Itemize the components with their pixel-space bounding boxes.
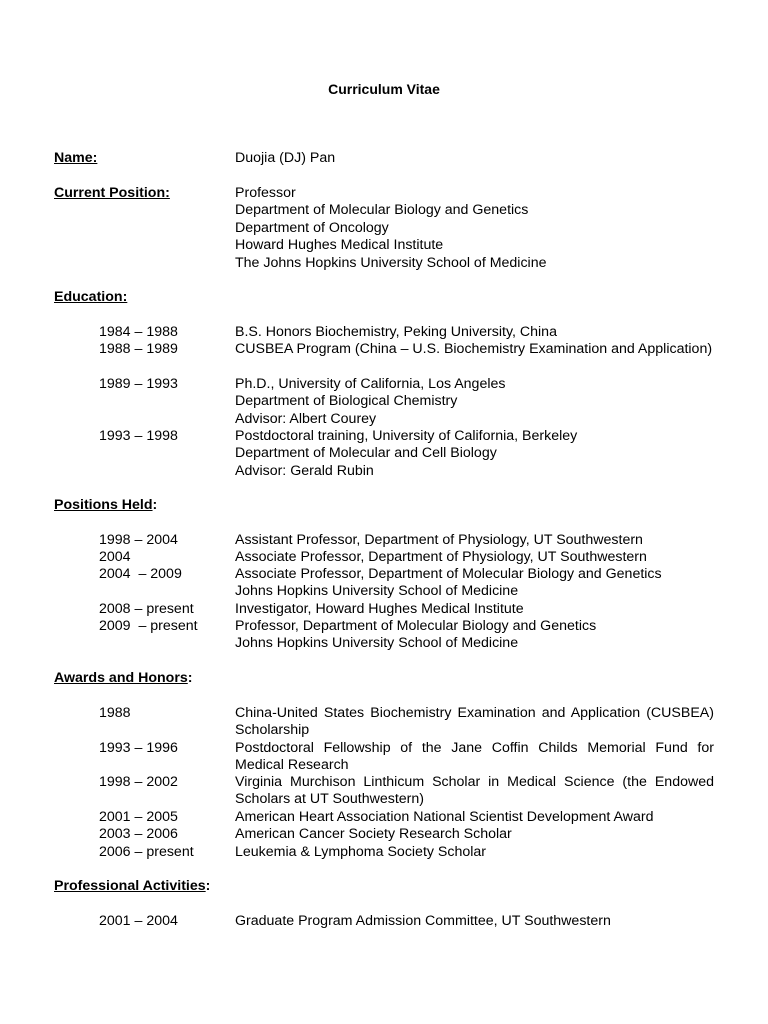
- document-title: Curriculum Vitae: [328, 81, 440, 97]
- education-date: 1984 – 1988: [99, 324, 178, 340]
- award-date: 2006 – present: [99, 844, 194, 860]
- education-date: 1989 – 1993: [99, 376, 178, 392]
- awards-colon: :: [187, 670, 193, 686]
- education-heading: Education:: [54, 289, 128, 305]
- activity-date: 2001 – 2004: [99, 913, 178, 929]
- professional-activities-label: Professional Activities: [54, 878, 206, 894]
- education-line: Postdoctoral training, University of California, Berkeley: [235, 428, 578, 444]
- position-line: Investigator, Howard Hughes Medical Institute: [235, 601, 524, 617]
- education-date: 1993 – 1998: [99, 428, 178, 444]
- professional-activities-heading: [54, 878, 210, 894]
- award-date: 2001 – 2005: [99, 809, 178, 825]
- education-line: Advisor: Albert Courey: [235, 410, 377, 427]
- positions-held-label: Positions Held: [54, 497, 153, 513]
- award-desc: Postdoctoral Fellowship of the Jane Coffin Childs Memorial Fund for Medical Research: [235, 740, 714, 774]
- award-desc: American Cancer Society Research Scholar: [235, 826, 512, 842]
- current-position-line: The Johns Hopkins University School of Medicine: [235, 254, 547, 271]
- award-date: 1993 – 1996: [99, 740, 178, 756]
- position-desc: [235, 532, 714, 549]
- position-line: Johns Hopkins University School of Medicine: [235, 635, 519, 652]
- award-date: 1998 – 2002: [99, 774, 178, 790]
- position-line: Johns Hopkins University School of Medicine: [235, 583, 519, 600]
- positions-held-heading: [54, 497, 157, 513]
- award-date: 1988: [99, 705, 131, 721]
- award-desc: Virginia Murchison Linthicum Scholar in Medical Science (the Endowed Scholars at UT Southwestern): [235, 774, 714, 808]
- awards-heading: [54, 670, 193, 686]
- activity-desc: Graduate Program Admission Committee, UT Southwestern: [235, 913, 611, 929]
- position-desc: [235, 549, 714, 566]
- position-date: 2008 – present: [99, 601, 194, 617]
- position-desc: [235, 618, 714, 653]
- education-line: Advisor: Gerald Rubin: [235, 462, 374, 479]
- positions-held-colon: :: [152, 497, 158, 513]
- position-line: Associate Professor, Department of Physiology, UT Southwestern: [235, 549, 647, 565]
- awards-label: Awards and Honors: [54, 670, 188, 686]
- position-line: Associate Professor, Department of Molecular Biology and Genetics: [235, 566, 662, 582]
- education-line: B.S. Honors Biochemistry, Peking University, China: [235, 324, 557, 340]
- award-desc: China-United States Biochemistry Examination and Application (CUSBEA) Scholarship: [235, 705, 714, 739]
- position-line: Assistant Professor, Department of Physiology, UT Southwestern: [235, 532, 643, 548]
- education-date: 1988 – 1989: [99, 341, 178, 357]
- current-position-line: Howard Hughes Medical Institute: [235, 237, 444, 254]
- name-label: Name:: [54, 150, 98, 166]
- education-desc: [235, 376, 714, 428]
- current-position-label: Current Position:: [54, 185, 170, 201]
- position-date: 2009 – present: [99, 618, 198, 634]
- current-position-line: Department of Molecular Biology and Genetics: [235, 202, 529, 219]
- education-desc: [235, 428, 714, 480]
- education-desc: [235, 324, 714, 341]
- position-date: 1998 – 2004: [99, 532, 178, 548]
- current-position-value: [235, 185, 715, 272]
- current-position-line: Professor: [235, 185, 296, 201]
- position-desc: [235, 601, 714, 618]
- position-date: 2004 – 2009: [99, 566, 182, 582]
- award-date: 2003 – 2006: [99, 826, 178, 842]
- name-value: Duojia (DJ) Pan: [235, 150, 336, 166]
- education-desc: CUSBEA Program (China – U.S. Biochemistry Examination and Application): [235, 341, 713, 357]
- award-desc: American Heart Association National Scientist Development Award: [235, 809, 654, 825]
- professional-activities-colon: :: [205, 878, 211, 894]
- position-date: 2004: [99, 549, 131, 565]
- position-line: Professor, Department of Molecular Biology and Genetics: [235, 618, 597, 634]
- current-position-line: Department of Oncology: [235, 219, 389, 236]
- education-line: Department of Biological Chemistry: [235, 393, 458, 410]
- award-desc: Leukemia & Lymphoma Society Scholar: [235, 844, 487, 860]
- education-line: Ph.D., University of California, Los Angeles: [235, 376, 506, 392]
- education-line: Department of Molecular and Cell Biology: [235, 445, 497, 462]
- position-desc: [235, 566, 714, 601]
